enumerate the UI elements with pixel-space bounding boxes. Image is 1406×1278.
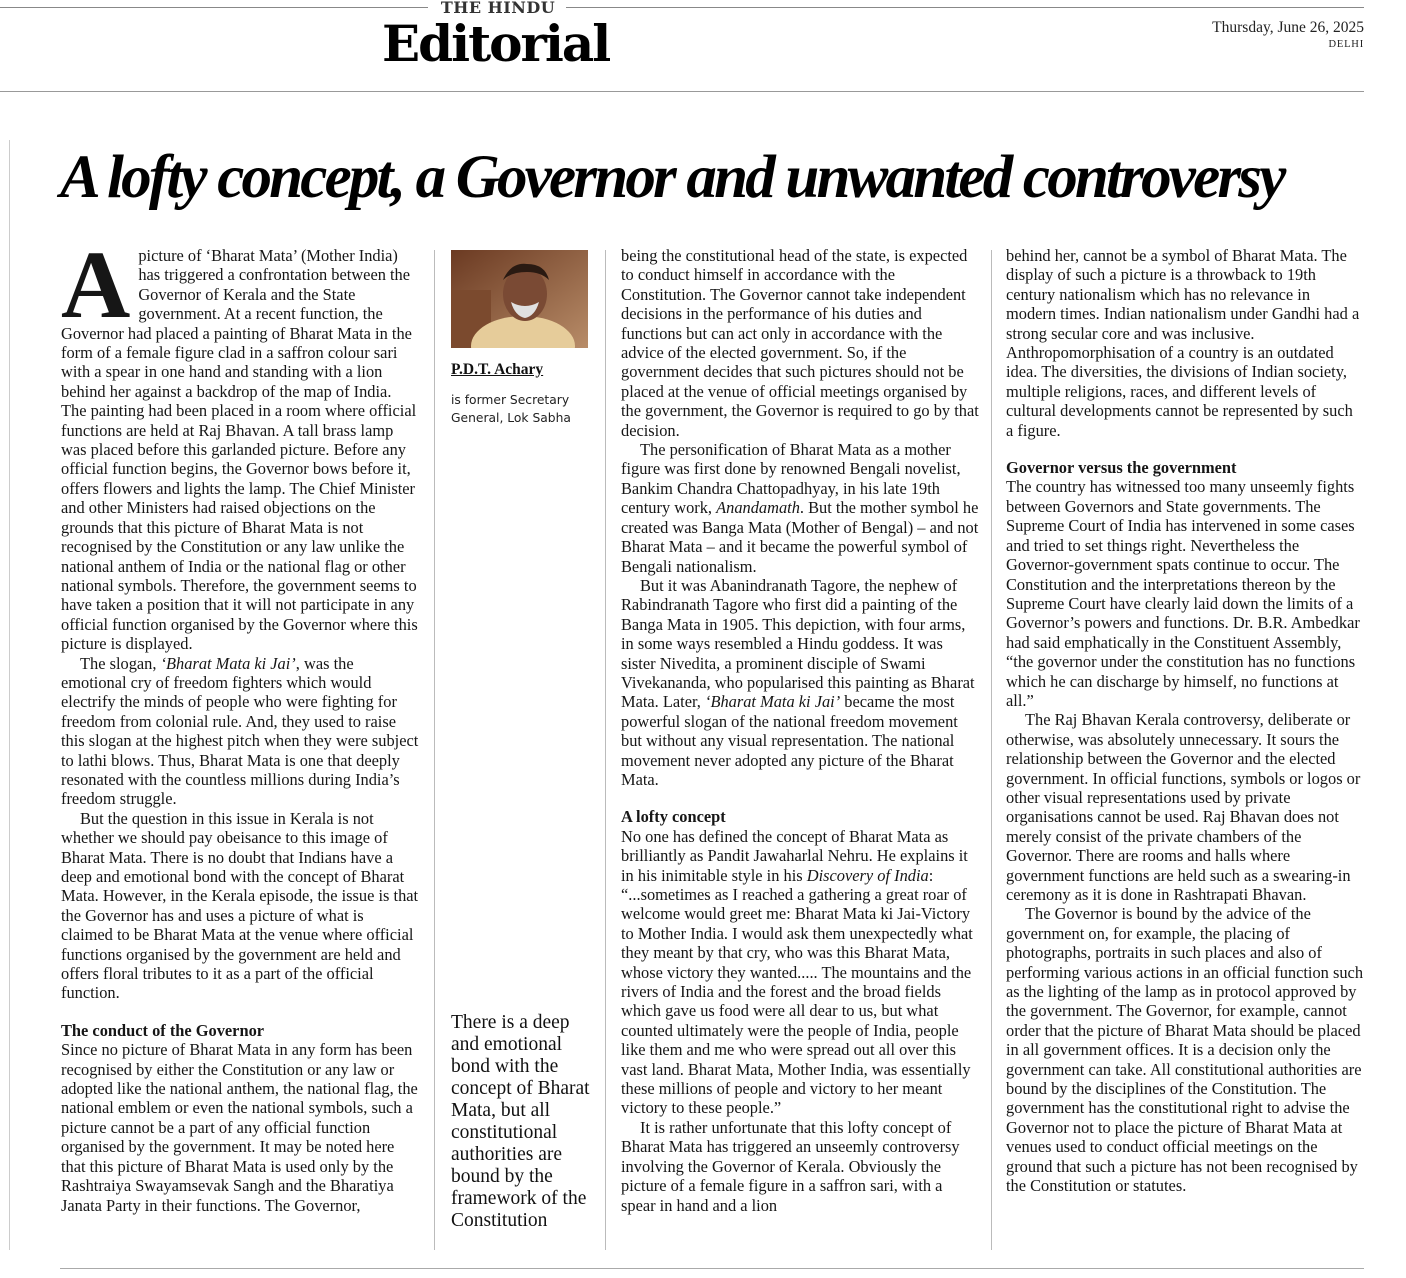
masthead-rule-right [566, 7, 1364, 8]
column-rule [991, 250, 992, 1250]
paragraph-text: But it was Abanindranath Tagore, the nephew of Rabindranath Tagore who first did a painting of the Banga Mata in 1905. This depiction, with four arms, in some ways resembled a Hindu goddess. It was sister Nivedita, a prominent disciple of Swami Vivekananda, who popularised this painting as Bharat Mata. Later, [621, 575, 975, 712]
section-title: Editorial [382, 14, 610, 73]
article-paragraph [61, 654, 419, 809]
column-rule [605, 250, 606, 1250]
book-title: Anandamath [716, 498, 800, 518]
article-paragraph: The Governor is bound by the advice of the government on, for example, the placing of photographs, portraits in such places and also of performing various actions in an official function such as the lighting of the lamp as in protocol approved by the government. The Governor, for example, cannot order that the picture of Bharat Mata should be placed in all government offices. It is a decision only the government can take. All constitutional authorities are bound by the disciplines of the Constitution. The government has the constitutional right to advise the Governor not to place the picture of Bharat Mata at venues used to conduct official meetings on the ground that such a picture has not been recognised by the Constitution or statutes. [1006, 904, 1364, 1196]
book-title: Discovery of India [806, 865, 929, 885]
article-paragraph: behind her, cannot be a symbol of Bharat Mata. The display of such a picture is a throwback to 19th century nationalism which has no relevance in modern times. Indian nationalism under Gandhi had a strong secular core and was inclusive. Anthropomorphisation of a country is an outdated idea. The diversities, the divisions of Indian society, multiple religions, races, and different levels of cultural developments cannot be represented by such a figure. [1006, 246, 1360, 440]
paragraph-text: No one has defined the concept of Bharat Mata as brilliantly as Pandit Jawaharlal Nehru. He explains it in his inimitable style in his [621, 826, 968, 885]
author-bio: is former Secretary General, Lok Sabha [451, 393, 571, 425]
publication-name: THE HINDU [440, 0, 556, 17]
pull-quote: There is a deep and emotional bond with the concept of Bharat Mata, but all constitutional authorities are bound by the framework of the Constitution [451, 1012, 590, 1231]
paragraph-text: , was the emotional cry of freedom fighters which would electrify the minds of people who were fighting for freedom from colonial rule. And, they used to raise this slogan at the highest pitch when they were subject to lathi blows. Thus, Bharat Mata is one that deeply resonated with the countless millions during India’s freedom struggle. [61, 653, 419, 809]
author-photo [451, 250, 588, 348]
edition-label: DELHI [1328, 39, 1364, 50]
slogan-text: ‘Bharat Mata ki Jai’ [160, 653, 296, 673]
masthead-divider [0, 91, 1364, 92]
article-paragraph: The Raj Bhavan Kerala controversy, deliberate or otherwise, was absolutely unnecessary. It sours the relationship between the Governor and the elected government. In official functions, symbols or logos or other visual representations used by private organisations cannot be used. Raj Bhavan does not merely consist of the private chambers of the Governor. There are rooms and halls where government functions are held such as a swearing-in ceremony as it is done in Rashtrapati Bhavan. [1006, 710, 1361, 904]
masthead-rule-left [0, 7, 428, 8]
drop-cap: A [61, 231, 131, 338]
paragraph-text: became the most powerful slogan of the national freedom movement but without any visual representation. The national movement never adopted any picture of the Bharat Mata. [621, 692, 958, 789]
paragraph-text: The personification of Bharat Mata as a mother figure was first done by renowned Bengali novelist, Bankim Chandra Chattopadhyay, in his late 19th century work, [621, 440, 961, 518]
paragraph-text: picture of ‘Bharat Mata’ (Mother India) has triggered a confrontation between the Governor of Kerala and the State government. At a recent function, the Governor had placed a painting of Bharat Mata in the form of a female figure clad in a saffron colour sari with a spear in one hand and standing with a lion behind her against a backdrop of the map of India. The painting had been placed in a room where official functions are held at Raj Bhavan. A tall brass lamp was placed before this garlanded picture. Before any official function begins, the Governor bows before it, offers flowers and lights the lamp. The Chief Minister and other Ministers had raised objections on the grounds that this picture of Bharat Mata is not recognised by the Constitution or any law unlike the national anthem of India or the national flag or other national symbols. Therefore, the government seems to have taken a position that it will not participate in any official function organised by the Governor where this picture is displayed. [61, 246, 418, 654]
article-paragraph [621, 576, 979, 789]
article-column-1 [61, 231, 419, 1215]
subheading-conduct: The conduct of the Governor [61, 1020, 265, 1040]
paragraph-text: The slogan, [80, 653, 161, 673]
article-paragraph: The country has witnessed too many unseemly fights between Governors and State governments. The Supreme Court of India has intervened in some cases and tried to set things right. Nevertheless the Governor-government spats continue to occur. The Constitution and the interpretations thereon by the Supreme Court have clearly laid down the limits of a Governor’s powers and functions. Dr. B.R. Ambedkar had said emphatically in the Constituent Assembly, “the governor under the constitution has no functions which he can discharge by himself, no functions at all.” [1006, 477, 1360, 710]
slogan-text: ‘Bharat Mata ki Jai’ [705, 692, 841, 712]
author-name[interactable]: P.D.T. Achary [451, 361, 544, 378]
article-paragraph [621, 827, 979, 1118]
page-margin-rule [9, 140, 10, 1250]
paragraph-text: . But the mother symbol he created was Banga Mata (Mother of Bengal) – and not Bharat Mata – and it became the powerful symbol of Bengali nationalism. [621, 498, 979, 576]
article-paragraph: being the constitutional head of the state, is expected to conduct himself in accordance with the Constitution. The Governor cannot take independent decisions in the performance of his duties and functions but can act only in accordance with the advice of the elected government. So, if the government decides that such pictures should not be placed at the venue of official meetings organised by the government, the Governor is required to go by that decision. [621, 246, 979, 440]
publication-date: Thursday, June 26, 2025 [1212, 19, 1364, 36]
headline: A lofty concept, a Governor and unwanted controversy [60, 144, 1284, 211]
column-rule [434, 250, 435, 1250]
masthead [0, 0, 1406, 92]
article-paragraph: But the question in this issue in Kerala is not whether we should pay obeisance to this image of Bharat Mata. There is no doubt that Indians have a deep and emotional bond with the concept of Bharat Mata. However, in the Kerala episode, the issue is that the Governor has and uses a picture of what is claimed to be Bharat Mata at the venue where official functions organised by the government are held and offers floral tributes to it as a part of the official function. [61, 808, 419, 1003]
footer-rule [60, 1268, 1364, 1269]
paragraph-text: : “...sometimes as I reached a gathering a great roar of welcome would greet me: Bharat Mata ki Jai-Victory to Mother India. I would ask them unexpectedly what they meant by that cry, who was this Bharat Mata, whose victory they wanted..... The mountains and the rivers of India and the forest and the broad fields which gave us food were all dear to us, but what counted ultimately were the people of India, people like them and me who were spread out all over this vast land. Bharat Mata, Mother India, was essentially these millions of people and victory to her meant victory to these people.” [621, 865, 973, 1118]
subheading-governor-vs-government: Governor versus the government [1006, 458, 1237, 478]
article-paragraph: It is rather unfortunate that this lofty concept of Bharat Mata has triggered an unseemly controversy involving the Governor of Kerala. Obviously the picture of a female figure in a saffron sari, with a spear in hand and a lion [621, 1117, 960, 1215]
article-paragraph: Since no picture of Bharat Mata in any form has been recognised by either the Constitution or any law or adopted like the national anthem, the national flag, the national emblem or even the national symbols, such a picture cannot be a part of any official function organised by the government. It may be noted here that this picture of Bharat Mata is used only by the Rashtraiya Swayamsevak Sangh and the Bharatiya Janata Party in their functions. The Governor, [61, 1040, 418, 1215]
article-paragraph [621, 440, 979, 576]
article-column-4 [1006, 246, 1364, 1196]
article-column-3 [621, 246, 979, 1215]
subheading-lofty-concept: A lofty concept [621, 807, 726, 827]
article-paragraph [61, 231, 419, 654]
